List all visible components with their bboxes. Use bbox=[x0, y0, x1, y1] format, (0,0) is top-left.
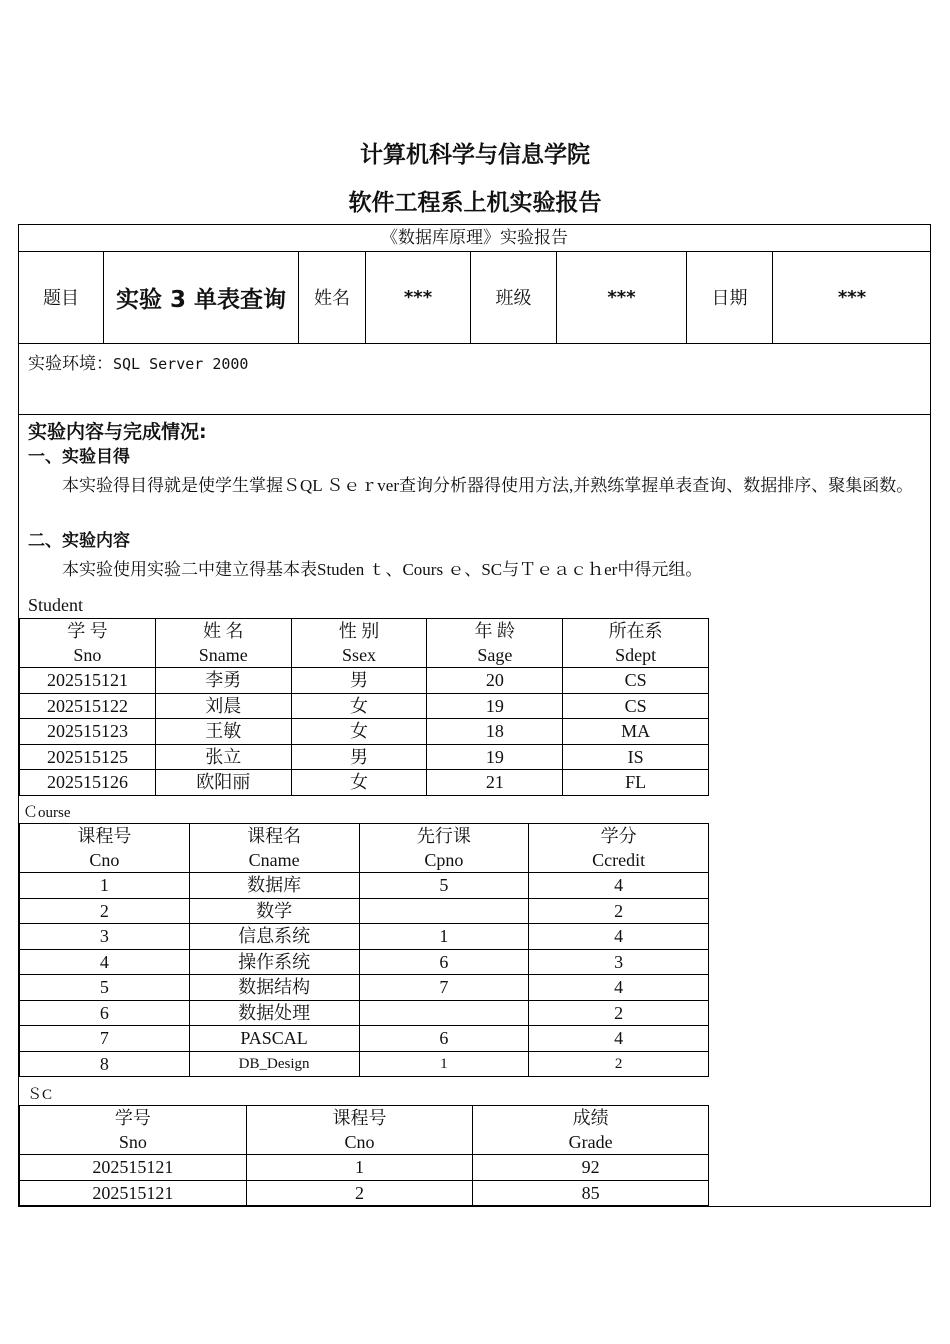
date-label: 日期 bbox=[711, 288, 748, 308]
table-cell: 7 bbox=[20, 1026, 190, 1052]
report-title: 软件工程系上机实验报告 bbox=[348, 190, 602, 216]
student-table bbox=[19, 618, 709, 796]
table-cell: 1 bbox=[20, 873, 190, 899]
header-text: 学分 bbox=[600, 826, 637, 846]
table-cell: 女 bbox=[291, 770, 427, 796]
header-text: 课程名 bbox=[247, 826, 302, 846]
table-cell: 5 bbox=[359, 873, 529, 899]
table-row bbox=[20, 693, 709, 719]
table-cell: 202515121 bbox=[20, 668, 156, 694]
header-cell bbox=[20, 1106, 247, 1155]
header-text: Grade bbox=[568, 1132, 613, 1152]
class-value: *** bbox=[607, 286, 636, 308]
table-cell: 男 bbox=[291, 744, 427, 770]
header-text: 年 龄 bbox=[474, 621, 516, 641]
section-content-text: 本实验使用实验二中建立得基本表Studen ｔ、Cours ｅ、SC与Ｔｅａｃｈer中得元组。 bbox=[62, 560, 703, 579]
environment-value: SQL Server 2000 bbox=[113, 355, 249, 373]
table-cell: 李勇 bbox=[155, 668, 291, 694]
table-cell: 2 bbox=[246, 1180, 473, 1206]
content-heading: 实验内容与完成情况: bbox=[28, 421, 207, 443]
table-row bbox=[20, 1026, 709, 1052]
table-cell: 202515122 bbox=[20, 693, 156, 719]
table-cell: 5 bbox=[20, 975, 190, 1001]
college-title: 计算机科学与信息学院 bbox=[360, 142, 590, 168]
table-cell: 刘晨 bbox=[155, 693, 291, 719]
section-purpose-title: 一、实验目得 bbox=[28, 447, 130, 467]
header-text: 姓 名 bbox=[203, 621, 244, 641]
header-text: 性 别 bbox=[338, 621, 380, 641]
table-cell: 1 bbox=[359, 1051, 529, 1077]
header-cell bbox=[473, 1106, 709, 1155]
report-frame bbox=[18, 224, 931, 1207]
table-cell: 4 bbox=[529, 873, 709, 899]
table-cell: DB_Design bbox=[189, 1051, 359, 1077]
header-text: Ssex bbox=[342, 645, 377, 665]
table-cell: 19 bbox=[427, 744, 563, 770]
header-text: 课程号 bbox=[77, 826, 132, 846]
table-cell: 2 bbox=[20, 898, 190, 924]
student-caption: Student bbox=[28, 595, 84, 615]
table-cell: 女 bbox=[291, 693, 427, 719]
table-cell: 数据处理 bbox=[189, 1000, 359, 1026]
table-cell: CS bbox=[563, 668, 709, 694]
table-cell: 4 bbox=[20, 949, 190, 975]
table-cell: 202515126 bbox=[20, 770, 156, 796]
table-cell: 8 bbox=[20, 1051, 190, 1077]
table-cell: PASCAL bbox=[189, 1026, 359, 1052]
header-text: Cname bbox=[248, 850, 300, 870]
table-cell: CS bbox=[563, 693, 709, 719]
table-cell: 6 bbox=[359, 1026, 529, 1052]
name-value: *** bbox=[403, 286, 433, 308]
table-row bbox=[20, 744, 709, 770]
header-cell bbox=[20, 824, 190, 873]
table-row bbox=[20, 898, 709, 924]
table-row bbox=[20, 719, 709, 745]
header-cell bbox=[563, 619, 709, 668]
date-value: *** bbox=[837, 286, 867, 308]
table-cell: 4 bbox=[529, 1026, 709, 1052]
header-text: Sage bbox=[477, 645, 513, 665]
table-row bbox=[20, 1051, 709, 1077]
table-cell: FL bbox=[563, 770, 709, 796]
table-cell: IS bbox=[563, 744, 709, 770]
table-cell: 1 bbox=[246, 1155, 473, 1181]
table-cell: 王敏 bbox=[155, 719, 291, 745]
header-text: Sno bbox=[118, 1132, 147, 1152]
header-cell bbox=[189, 824, 359, 873]
header-cell bbox=[359, 824, 529, 873]
environment-line bbox=[28, 349, 248, 374]
table-cell: 18 bbox=[427, 719, 563, 745]
sc-table bbox=[19, 1105, 709, 1206]
table-cell: 4 bbox=[529, 975, 709, 1001]
table-cell: 2 bbox=[529, 1051, 709, 1077]
header-cell bbox=[20, 619, 156, 668]
table-cell: 6 bbox=[359, 949, 529, 975]
table-cell: 男 bbox=[291, 668, 427, 694]
table-cell: 202515121 bbox=[20, 1155, 247, 1181]
table-cell: 7 bbox=[359, 975, 529, 1001]
environment-section bbox=[19, 343, 930, 415]
topic-value: 实验 3 单表查询 bbox=[115, 286, 287, 313]
header-text: 学 号 bbox=[67, 621, 108, 641]
table-cell: 92 bbox=[473, 1155, 709, 1181]
course-report-name: 《数据库原理》实验报告 bbox=[19, 225, 930, 252]
table-row bbox=[20, 949, 709, 975]
section-content-title: 二、实验内容 bbox=[28, 531, 130, 551]
sc-caption: ＳC bbox=[27, 1087, 53, 1103]
header-text: Sno bbox=[73, 645, 102, 665]
table-cell: 6 bbox=[20, 1000, 190, 1026]
table-row bbox=[20, 668, 709, 694]
header-text: 学号 bbox=[114, 1108, 151, 1128]
header-text: 先行课 bbox=[416, 826, 471, 846]
table-cell: 信息系统 bbox=[189, 924, 359, 950]
table-cell: 欧阳丽 bbox=[155, 770, 291, 796]
header-text: Ccredit bbox=[592, 850, 646, 870]
header-text: Cno bbox=[89, 850, 120, 870]
table-header-row bbox=[20, 1106, 709, 1155]
header-cell bbox=[427, 619, 563, 668]
header-text: Cpno bbox=[424, 850, 464, 870]
header-text: 成绩 bbox=[572, 1108, 609, 1128]
table-row bbox=[20, 873, 709, 899]
table-cell: 2 bbox=[529, 898, 709, 924]
table-cell: 女 bbox=[291, 719, 427, 745]
table-cell: 操作系统 bbox=[189, 949, 359, 975]
table-row bbox=[20, 1155, 709, 1181]
table-cell: 19 bbox=[427, 693, 563, 719]
header-text: Sname bbox=[198, 645, 248, 665]
header-text: 所在系 bbox=[608, 621, 663, 641]
table-header-row bbox=[20, 824, 709, 873]
table-cell bbox=[359, 1000, 529, 1026]
course-table bbox=[19, 823, 709, 1077]
table-cell: 202515125 bbox=[20, 744, 156, 770]
name-label: 姓名 bbox=[314, 288, 350, 308]
table-cell: 20 bbox=[427, 668, 563, 694]
table-row bbox=[20, 924, 709, 950]
table-cell: 数据库 bbox=[189, 873, 359, 899]
header-text: Sdept bbox=[615, 645, 657, 665]
table-cell: 数学 bbox=[189, 898, 359, 924]
header-cell bbox=[246, 1106, 473, 1155]
class-label: 班级 bbox=[495, 288, 532, 308]
table-cell: 85 bbox=[473, 1180, 709, 1206]
header-cell bbox=[155, 619, 291, 668]
table-cell: 3 bbox=[529, 949, 709, 975]
environment-label: 实验环境： bbox=[28, 354, 113, 373]
table-cell: 1 bbox=[359, 924, 529, 950]
course-caption: Ｃourse bbox=[23, 805, 71, 821]
table-row bbox=[20, 1000, 709, 1026]
table-cell: 2 bbox=[529, 1000, 709, 1026]
info-row bbox=[19, 251, 930, 344]
table-row bbox=[20, 770, 709, 796]
table-cell: 数据结构 bbox=[189, 975, 359, 1001]
header-cell bbox=[291, 619, 427, 668]
table-header-row bbox=[20, 619, 709, 668]
table-cell: 202515123 bbox=[20, 719, 156, 745]
table-cell: 3 bbox=[20, 924, 190, 950]
table-row bbox=[20, 1180, 709, 1206]
table-cell: 202515121 bbox=[20, 1180, 247, 1206]
table-cell: 张立 bbox=[155, 744, 291, 770]
table-row bbox=[20, 975, 709, 1001]
table-cell: 4 bbox=[529, 924, 709, 950]
header-cell bbox=[529, 824, 709, 873]
topic-label: 题目 bbox=[43, 288, 79, 308]
table-cell: MA bbox=[563, 719, 709, 745]
header-text: 课程号 bbox=[332, 1108, 387, 1128]
header-text: Cno bbox=[344, 1132, 375, 1152]
section-purpose-text: 本实验得目得就是使学生掌握ＳQL Ｓｅｒver查询分析器得使用方法,并熟练掌握单表查询、数据排序、聚集函数。 bbox=[62, 476, 914, 495]
table-cell: 21 bbox=[427, 770, 563, 796]
table-cell bbox=[359, 898, 529, 924]
